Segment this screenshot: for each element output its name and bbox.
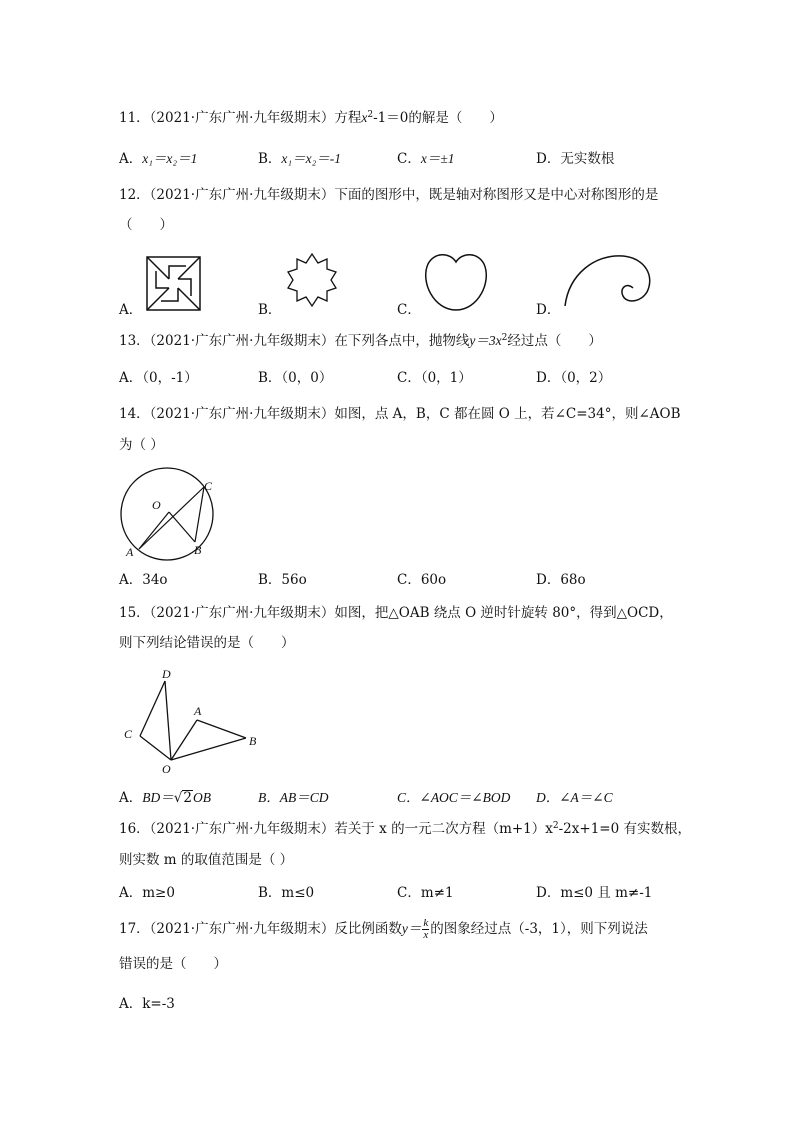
q14-label-c: C bbox=[204, 479, 213, 493]
fraction-k-over-x: $\frac{k}{x}$ bbox=[423, 917, 429, 941]
q15-label-o: O bbox=[162, 762, 171, 776]
q14-circle-figure bbox=[116, 472, 222, 562]
q16-option-d[interactable]: D．m≤0 且 m≠-1 bbox=[536, 885, 653, 901]
q12-option-a[interactable]: A． bbox=[119, 302, 143, 318]
q17-stem: 17．（2021·广东广州·九年级期末）反比例函数y＝ $\frac{k}{x}$ 的图象经过点（-3，1），则下列说法 bbox=[119, 917, 648, 941]
q15-option-a[interactable]: A．BD＝√2OB bbox=[119, 790, 211, 806]
q12-figure-b-snowflake bbox=[284, 252, 340, 308]
q14-option-d[interactable]: D．68ο bbox=[536, 572, 586, 588]
q13-option-a[interactable]: A．（0，-1） bbox=[119, 370, 198, 386]
q11-stem: 11．（2021·广东广州·九年级期末）方程$x^2-1=0$的解是（ ） bbox=[119, 110, 503, 126]
q15-option-c[interactable]: C．∠AOC＝∠BOD bbox=[397, 790, 511, 805]
q14-option-b[interactable]: B．56ο bbox=[258, 572, 307, 588]
q12-figure-d-spiral bbox=[561, 250, 657, 310]
q17-option-a[interactable]: A．k=-3 bbox=[119, 996, 175, 1012]
q16-stem-cont: 则实数 m 的取值范围是（ ） bbox=[119, 852, 294, 868]
q16-option-b[interactable]: B．m≤0 bbox=[258, 885, 315, 901]
q16-option-a[interactable]: A．m≥0 bbox=[119, 885, 175, 901]
q15-label-b: B bbox=[249, 734, 257, 748]
q15-label-a: A bbox=[194, 704, 202, 718]
q12-stem: 12．（2021·广东广州·九年级期末）下面的图形中，既是轴对称图形又是中心对称图形的是 bbox=[119, 187, 659, 203]
q12-option-c[interactable]: C． bbox=[397, 302, 421, 318]
q14-option-c[interactable]: C．60ο bbox=[397, 572, 447, 588]
q14-label-o: O bbox=[152, 498, 161, 512]
q16-option-c[interactable]: C．m≠1 bbox=[397, 885, 454, 901]
q14-label-a: A bbox=[126, 545, 134, 559]
q12-option-d[interactable]: D． bbox=[536, 302, 561, 318]
sqrt-symbol: √ bbox=[173, 790, 183, 806]
q14-option-a[interactable]: A．34ο bbox=[119, 572, 168, 588]
q16-stem: 16．（2021·广东广州·九年级期末）若关于 x 的一元二次方程$(m+1)x^2-2x+1=0$ 有实数根， bbox=[119, 821, 691, 837]
q15-rotation-figure bbox=[118, 664, 268, 776]
q11-option-a[interactable]: A．x₁＝x₂＝1 bbox=[119, 151, 198, 167]
q12-figure-a-square-pinwheel bbox=[146, 256, 202, 312]
q15-option-d[interactable]: D．∠A＝∠C bbox=[536, 790, 613, 805]
q11-option-b[interactable]: B．x₁＝x₂＝-1 bbox=[258, 151, 342, 167]
q13-stem: 13．（2021·广东广州·九年级期末）在下列各点中，抛物线$y=3x^2$经过点（ ） bbox=[119, 333, 602, 349]
q12-figure-c-heart-circle bbox=[422, 250, 490, 314]
q15-label-d: D bbox=[162, 667, 171, 681]
q13-option-d[interactable]: D．（0，2） bbox=[536, 370, 612, 386]
q15-stem-cont: 则下列结论错误的是（ ） bbox=[119, 635, 295, 651]
q12-stem-cont: （ ） bbox=[119, 217, 173, 233]
q15-option-b[interactable]: B．AB＝CD bbox=[258, 790, 329, 805]
q14-stem-cont: 为（ ） bbox=[119, 437, 164, 453]
q17-stem-cont: 错误的是（ ） bbox=[119, 956, 227, 972]
q14-label-b: B bbox=[194, 543, 202, 557]
q13-option-c[interactable]: C．（0，1） bbox=[397, 370, 472, 386]
q11-option-c[interactable]: C．x＝±1 bbox=[397, 151, 455, 167]
q15-label-c: C bbox=[124, 727, 133, 741]
q15-stem: 15．（2021·广东广州·九年级期末）如图，把△OAB 绕点 O 逆时针旋转 80°，得到△OCD， bbox=[119, 605, 673, 621]
q14-stem: 14．（2021·广东广州·九年级期末）如图，点 A，B，C 都在圆 O 上，若∠C=34°，则∠AOB bbox=[119, 406, 681, 422]
q12-option-b[interactable]: B． bbox=[258, 302, 282, 318]
q13-option-b[interactable]: B．（0，0） bbox=[258, 370, 333, 386]
q11-option-d[interactable]: D．无实数根 bbox=[536, 151, 615, 167]
